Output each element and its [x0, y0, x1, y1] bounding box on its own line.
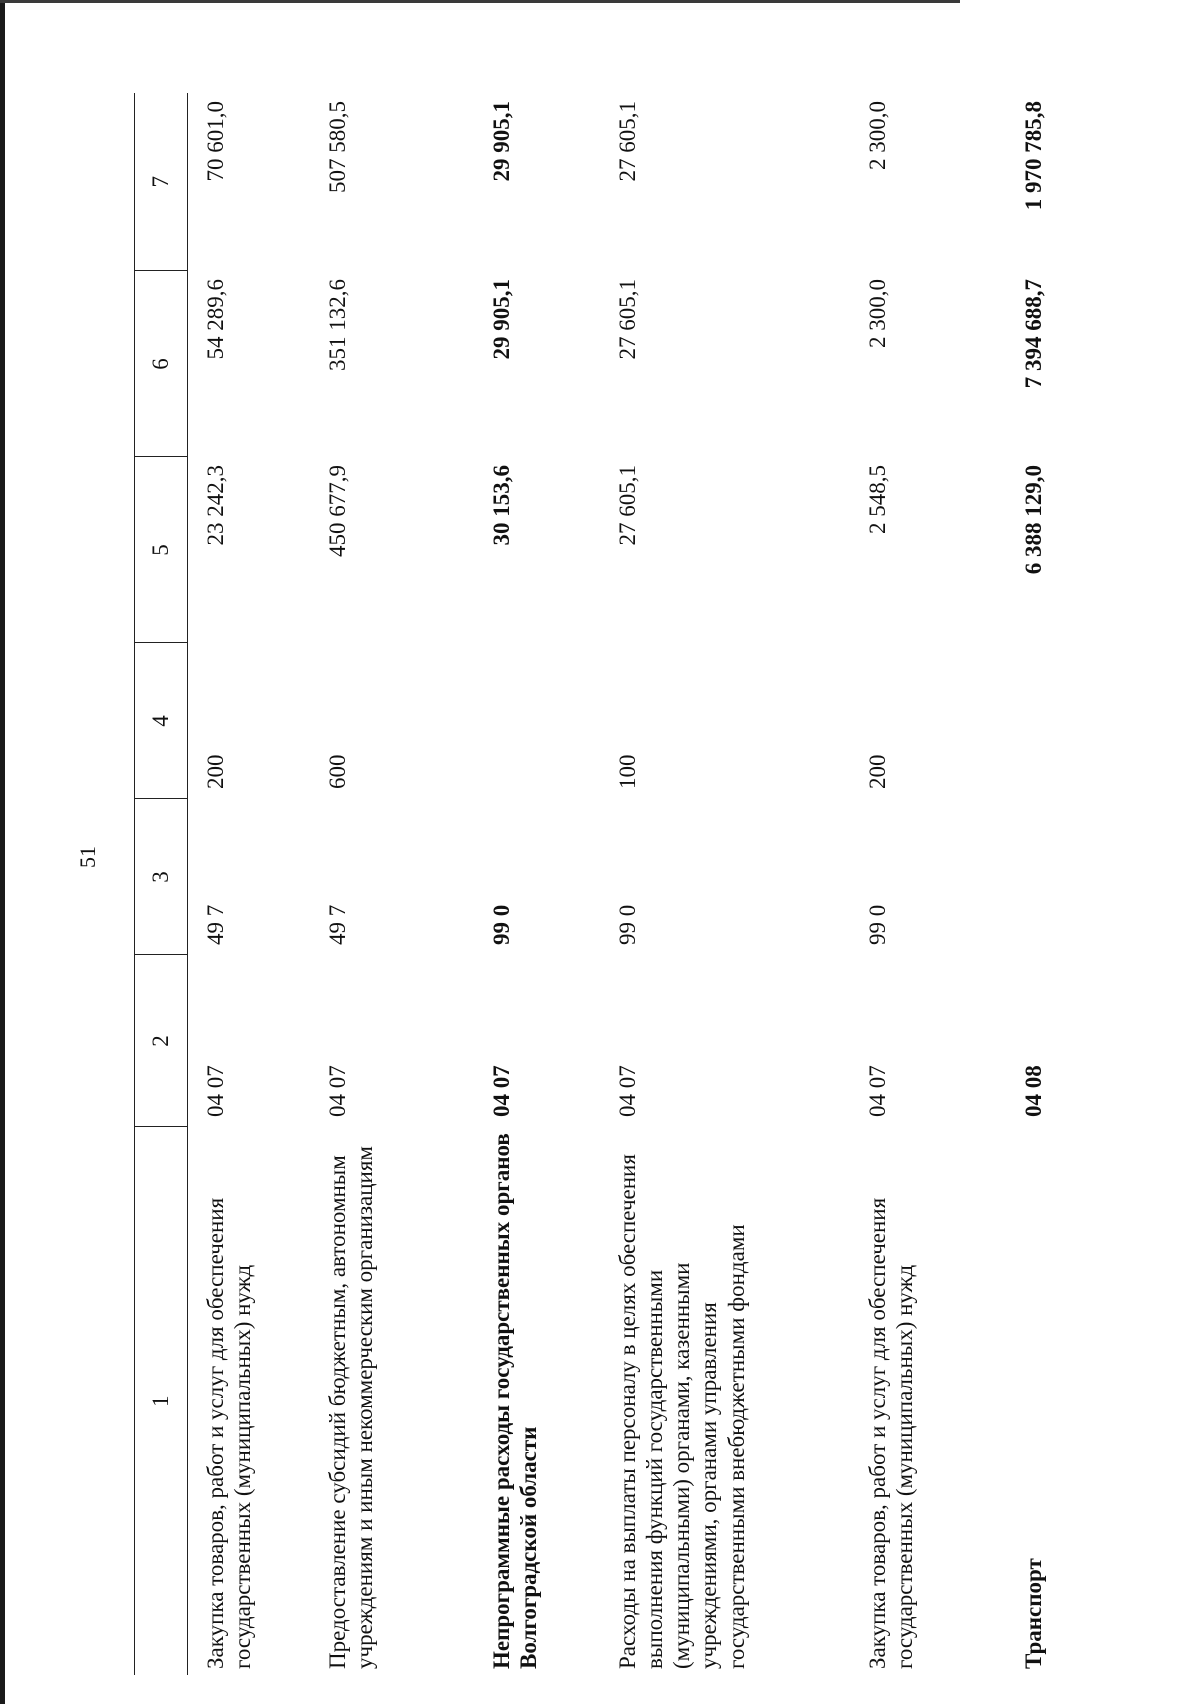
row-value-7: 2 300,0 — [865, 101, 890, 170]
row-target — [1006, 799, 1100, 955]
header-col-3: 3 — [135, 799, 188, 955]
row-name: Закупка товаров, работ и услуг для обеспечения государственных (муниципальных) нужд — [203, 1197, 256, 1669]
header-col-2: 2 — [135, 955, 188, 1127]
row-value-6: 2 300,0 — [865, 279, 890, 348]
row-section: 04 08 — [1021, 1065, 1046, 1117]
scan-edge-top — [0, 0, 960, 3]
row-value-7: 29 905,1 — [489, 101, 514, 182]
header-col-4: 4 — [135, 643, 188, 799]
table-row — [188, 93, 311, 1675]
header-row — [135, 93, 188, 1675]
header-col-5: 5 — [135, 457, 188, 643]
row-name: Непрограммные расходы государственных органов Волгоградской области — [489, 1133, 542, 1669]
row-name: Закупка товаров, работ и услуг для обеспечения государственных (муниципальных) нужд — [865, 1197, 918, 1669]
row-section: 04 07 — [865, 1065, 890, 1117]
row-value-5: 450 677,9 — [325, 465, 350, 557]
row-value-6: 7 394 688,7 — [1021, 279, 1046, 389]
row-section: 04 07 — [325, 1065, 350, 1117]
table-row — [1006, 93, 1100, 1675]
table-row — [600, 93, 850, 1675]
row-value-5: 27 605,1 — [615, 465, 640, 546]
row-target: 99 0 — [865, 904, 890, 945]
row-type: 200 — [865, 754, 890, 789]
row-value-5: 30 153,6 — [489, 465, 514, 546]
row-name: Транспорт — [1021, 1558, 1046, 1669]
row-value-7: 27 605,1 — [615, 101, 640, 182]
row-type — [474, 643, 600, 799]
row-type: 100 — [615, 754, 640, 789]
row-type: 200 — [203, 754, 228, 789]
scan-edge-left — [0, 0, 5, 1704]
header-col-1: 1 — [135, 1127, 188, 1675]
row-value-7: 70 601,0 — [203, 101, 228, 182]
row-target: 49 7 — [325, 904, 350, 945]
row-value-6: 54 289,6 — [203, 279, 228, 360]
row-name: Расходы на выплаты персоналу в целях обеспечения выполнения функций государственными (муниципальными) органами, казенными учреждениями, органами управления государственными внебюджетными фондами — [615, 1154, 749, 1669]
row-value-5: 6 388 129,0 — [1021, 465, 1046, 575]
table-row — [310, 93, 474, 1675]
row-value-7: 1 970 785,8 — [1021, 101, 1046, 211]
table-row — [474, 93, 600, 1675]
table-row — [850, 93, 1006, 1675]
row-name: Предоставление субсидий бюджетным, автономным учреждениям и иным некоммерческим организациям — [325, 1146, 378, 1669]
row-section: 04 07 — [489, 1065, 514, 1117]
rotated-table-frame — [134, 93, 1138, 1675]
row-value-6: 27 605,1 — [615, 279, 640, 360]
row-target: 99 0 — [615, 904, 640, 945]
header-col-7: 7 — [135, 93, 188, 271]
row-value-7: 507 580,5 — [325, 101, 350, 193]
row-type — [1006, 643, 1100, 799]
row-section: 04 07 — [203, 1065, 228, 1117]
row-value-5: 2 548,5 — [865, 465, 890, 534]
row-value-6: 29 905,1 — [489, 279, 514, 360]
budget-table — [134, 93, 1100, 1675]
row-value-6: 351 132,6 — [325, 279, 350, 371]
row-target: 99 0 — [489, 904, 514, 945]
header-col-6: 6 — [135, 271, 188, 457]
row-type: 600 — [325, 754, 350, 789]
row-target: 49 7 — [203, 904, 228, 945]
row-section: 04 07 — [615, 1065, 640, 1117]
row-value-5: 23 242,3 — [203, 465, 228, 546]
page-number: 51 — [75, 846, 100, 868]
